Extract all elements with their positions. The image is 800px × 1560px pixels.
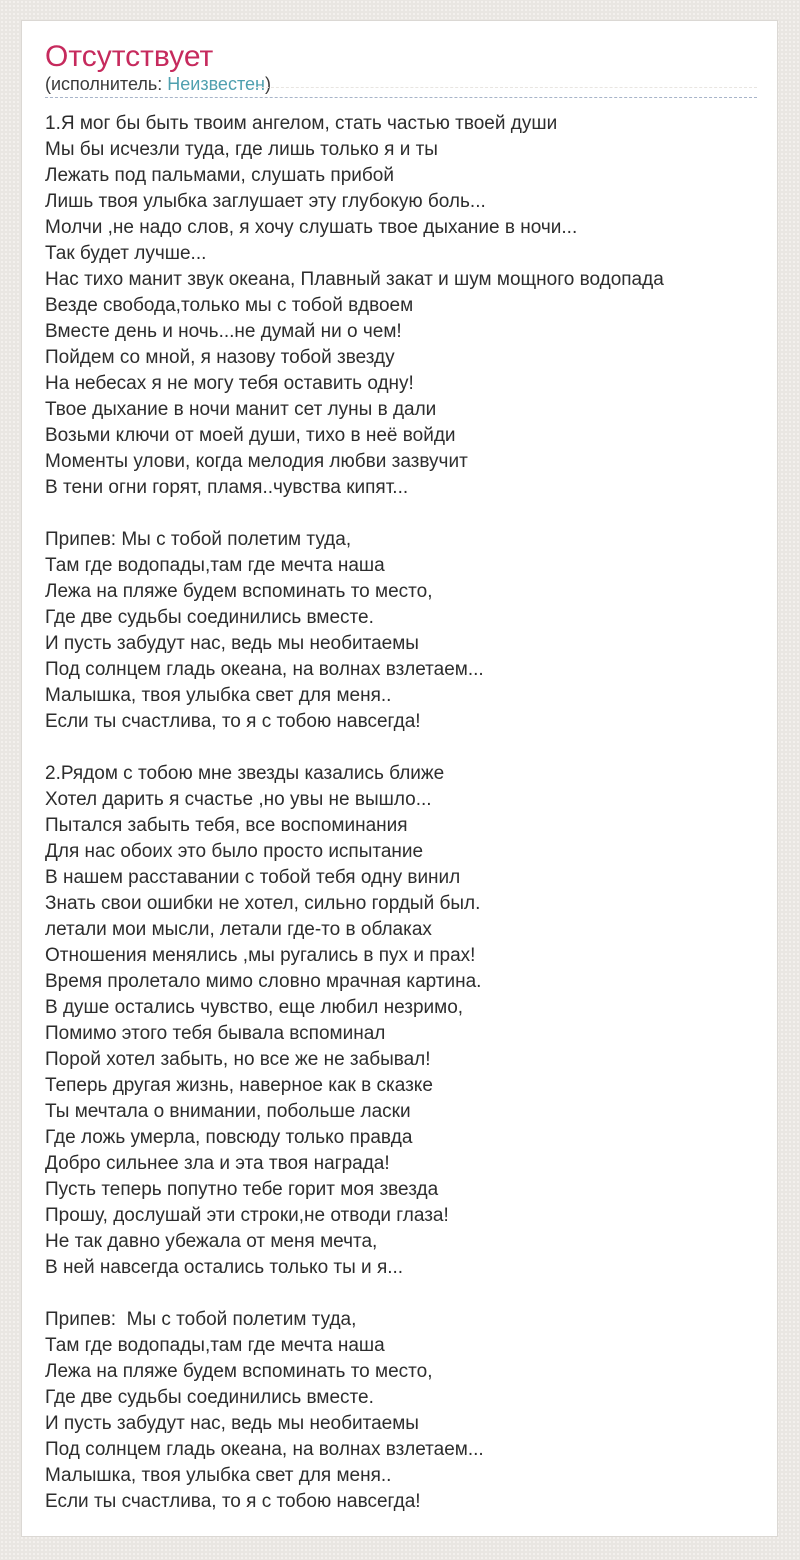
lyric-line: Твое дыхание в ночи манит сет луны в дали (45, 399, 437, 420)
lyric-line: В ней навсегда остались только ты и я... (45, 1257, 404, 1278)
lyric-line: Лежа на пляже будем вспоминать то место, (45, 1361, 433, 1382)
lyric-line: Нас тихо манит звук океана, Плавный закат и шум мощного водопада (45, 269, 664, 290)
lyric-line: Для нас обоих это было просто испытание (45, 841, 424, 862)
lyric-line: В душе остались чувство, еще любил незримо, (45, 997, 464, 1018)
lyric-line: Там где водопады,там где мечта наша (45, 555, 385, 576)
lyric-line: Отношения менялись ,мы ругались в пух и прах! (45, 945, 476, 966)
lyric-line: В нашем расставании с тобой тебя одну винил (45, 867, 461, 888)
lyric-line: Под солнцем гладь океана, на волнах взлетаем... (45, 659, 484, 680)
lyric-line: 2.Рядом с тобою мне звезды казались ближе (45, 763, 445, 784)
lyric-line: Ты мечтала о внимании, побольше ласки (45, 1101, 411, 1122)
song-header (45, 40, 757, 98)
lyric-line: Где две судьбы соединились вместе. (45, 1387, 374, 1408)
artist-link[interactable]: Неизвестен (167, 74, 265, 94)
stanza-4 (45, 1307, 757, 1515)
lyric-line: Пытался забыть тебя, все воспоминания (45, 815, 408, 836)
lyric-line: Хотел дарить я счастье ,но увы не вышло... (45, 789, 432, 810)
artist-suffix: ) (264, 74, 271, 94)
stanza-2 (45, 527, 757, 735)
lyric-line: Лишь твоя улыбка заглушает эту глубокую боль... (45, 191, 486, 212)
lyric-line: Малышка, твоя улыбка свет для меня.. (45, 685, 392, 706)
stanza-3 (45, 761, 757, 1281)
lyric-line: Припев: Мы с тобой полетим туда, (45, 1309, 357, 1330)
artist-line (45, 74, 757, 95)
lyric-line: летали мои мысли, летали где-то в облаках (45, 919, 432, 940)
lyric-line: Где ложь умерла, повсюду только правда (45, 1127, 413, 1148)
lyrics-card (21, 20, 778, 1537)
lyric-line: В тени огни горят, пламя..чувства кипят... (45, 477, 409, 498)
lyric-line: На небесах я не могу тебя оставить одну! (45, 373, 414, 394)
lyric-line: Где две судьбы соединились вместе. (45, 607, 374, 628)
lyric-line: Мы бы исчезли туда, где лишь только я и ты (45, 139, 438, 160)
lyric-line: Теперь другая жизнь, наверное как в сказке (45, 1075, 433, 1096)
lyrics-text (45, 111, 757, 1515)
lyric-line: Если ты счастлива, то я с тобою навсегда! (45, 711, 421, 732)
lyric-line: Лежа на пляже будем вспоминать то место, (45, 581, 433, 602)
lyric-line: Лежать под пальмами, слушать прибой (45, 165, 394, 186)
lyric-line: Вместе день и ночь...не думай ни о чем! (45, 321, 402, 342)
lyric-line: Порой хотел забыть, но все же не забывал! (45, 1049, 431, 1070)
lyric-line: Не так давно убежала от меня мечта, (45, 1231, 378, 1252)
lyric-line: Время пролетало мимо словно мрачная картина. (45, 971, 482, 992)
lyric-line: Моменты улови, когда мелодия любви зазвучит (45, 451, 468, 472)
artist-prefix: (исполнитель: (45, 74, 168, 94)
lyric-line: Пусть теперь попутно тебе горит моя звезда (45, 1179, 439, 1200)
lyric-line: И пусть забудут нас, ведь мы необитаемы (45, 633, 419, 654)
lyric-line: Везде свобода,только мы с тобой вдвоем (45, 295, 414, 316)
lyric-line: Молчи ,не надо слов, я хочу слушать твое дыхание в ночи... (45, 217, 578, 238)
lyric-line: И пусть забудут нас, ведь мы необитаемы (45, 1413, 419, 1434)
lyric-line: Помимо этого тебя бывала вспоминал (45, 1023, 386, 1044)
lyric-line: 1.Я мог бы быть твоим ангелом, стать частью твоей души (45, 113, 558, 134)
lyric-line: Прошу, дослушай эти строки,не отводи глаза! (45, 1205, 449, 1226)
lyric-line: Если ты счастлива, то я с тобою навсегда! (45, 1491, 421, 1512)
lyric-line: Возьми ключи от моей души, тихо в неё войди (45, 425, 456, 446)
lyric-line: Так будет лучше... (45, 243, 207, 264)
lyric-line: Пойдем со мной, я назову тобой звезду (45, 347, 395, 368)
lyric-line: Припев: Мы с тобой полетим туда, (45, 529, 352, 550)
lyric-line: Там где водопады,там где мечта наша (45, 1335, 385, 1356)
song-title: Отсутствует (45, 40, 214, 73)
lyric-line: Знать свои ошибки не хотел, сильно гордый был. (45, 893, 481, 914)
lyric-line: Добро сильнее зла и эта твоя награда! (45, 1153, 390, 1174)
lyric-line: Под солнцем гладь океана, на волнах взлетаем... (45, 1439, 484, 1460)
faint-dashed-line (256, 87, 757, 88)
lyric-line: Малышка, твоя улыбка свет для меня.. (45, 1465, 392, 1486)
stanza-1 (45, 111, 757, 501)
